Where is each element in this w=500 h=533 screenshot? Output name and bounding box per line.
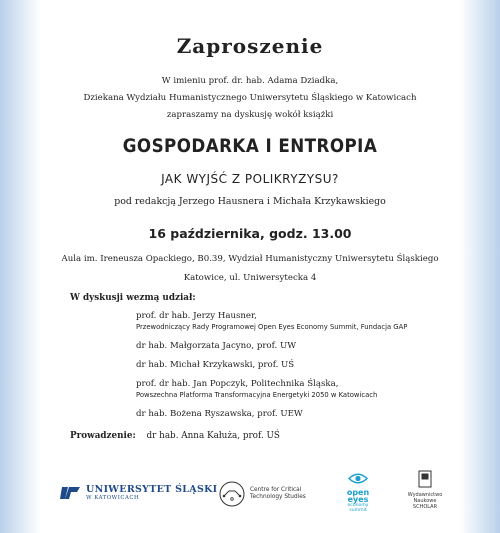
oe-eyes: eyes	[347, 495, 369, 504]
book-editors: pod redakcją Jerzego Hausnera i Michała Krzykawskiego	[114, 196, 386, 207]
ccts-line-1: Centre for Critical	[250, 487, 302, 493]
moderator-label: Prowadzenie:	[70, 431, 136, 441]
event-venue	[0, 250, 500, 288]
university-name: UNIWERSYTET ŚLĄSKI	[86, 484, 218, 495]
university-city: W KATOWICACH	[86, 495, 140, 501]
intro-line-2: Dziekana Wydziału Humanistycznego Uniwersytetu Śląskiego w Katowicach	[83, 93, 417, 103]
page-title: Zaproszenie	[176, 34, 324, 58]
book-title: GOSPODARKA I ENTROPIA	[122, 135, 378, 157]
participant-affiliation: Powszechna Platforma Transformacyjna Energetyki 2050 w Katowicach	[136, 391, 378, 399]
ccts-line-2: Technology Studies	[250, 494, 306, 500]
university-logo	[60, 484, 217, 501]
scholar-line-1: Wydawnictwo Naukowe	[407, 492, 443, 504]
participant-item	[136, 408, 476, 420]
participant-name: dr hab. Małgorzata Jacyno, prof. UW	[136, 341, 297, 351]
event-date: 16 października, godz. 13.00	[148, 226, 352, 241]
participant-item	[136, 359, 476, 371]
venue-line-1: Aula im. Ireneusza Opackiego, B0.39, Wydział Humanistyczny Uniwersytetu Śląskiego	[61, 254, 439, 264]
book-icon	[418, 470, 432, 488]
moderator	[70, 431, 280, 441]
moderator-name: dr hab. Anna Kałuża, prof. UŚ	[146, 431, 280, 441]
circuit-circle-icon	[218, 480, 246, 508]
eye-icon	[348, 472, 368, 485]
participant-name: dr hab. Michał Krzykawski, prof. UŚ	[136, 360, 295, 370]
participant-name: dr hab. Bożena Ryszawska, prof. UEW	[136, 409, 303, 419]
discussion-label: W dyskusji wezmą udział:	[70, 293, 196, 303]
participant-affiliation: Przewodniczący Rady Programowej Open Eyes Economy Summit, Fundacja GAP	[136, 323, 408, 331]
intro-line-1: W imieniu prof. dr. hab. Adama Dziadka,	[161, 76, 339, 86]
oe-open: open	[346, 488, 370, 497]
scholar-line-2: SCHOLAR	[412, 504, 438, 510]
intro-line-3: zapraszamy na dyskusję wokół książki	[166, 110, 334, 120]
participant-item	[136, 310, 476, 333]
participant-item	[136, 378, 476, 401]
oe-summit: summit	[349, 508, 367, 513]
participant-item	[136, 340, 476, 352]
venue-line-2: Katowice, ul. Uniwersytecka 4	[183, 273, 317, 283]
participants-list	[136, 310, 476, 427]
university-emblem-icon	[60, 485, 80, 501]
participant-name: prof. dr hab. Jerzy Hausner,	[136, 311, 257, 321]
open-eyes-logo	[340, 470, 376, 513]
book-subtitle: JAK WYJŚĆ Z POLIKRYZYSU?	[161, 172, 339, 186]
participant-name: prof. dr hab. Jan Popczyk, Politechnika Śląska,	[136, 379, 339, 389]
ccts-logo	[218, 480, 306, 508]
oe-economy: economy	[347, 503, 369, 508]
intro-text	[0, 73, 500, 124]
partner-logos	[0, 468, 500, 528]
scholar-logo	[398, 470, 452, 510]
